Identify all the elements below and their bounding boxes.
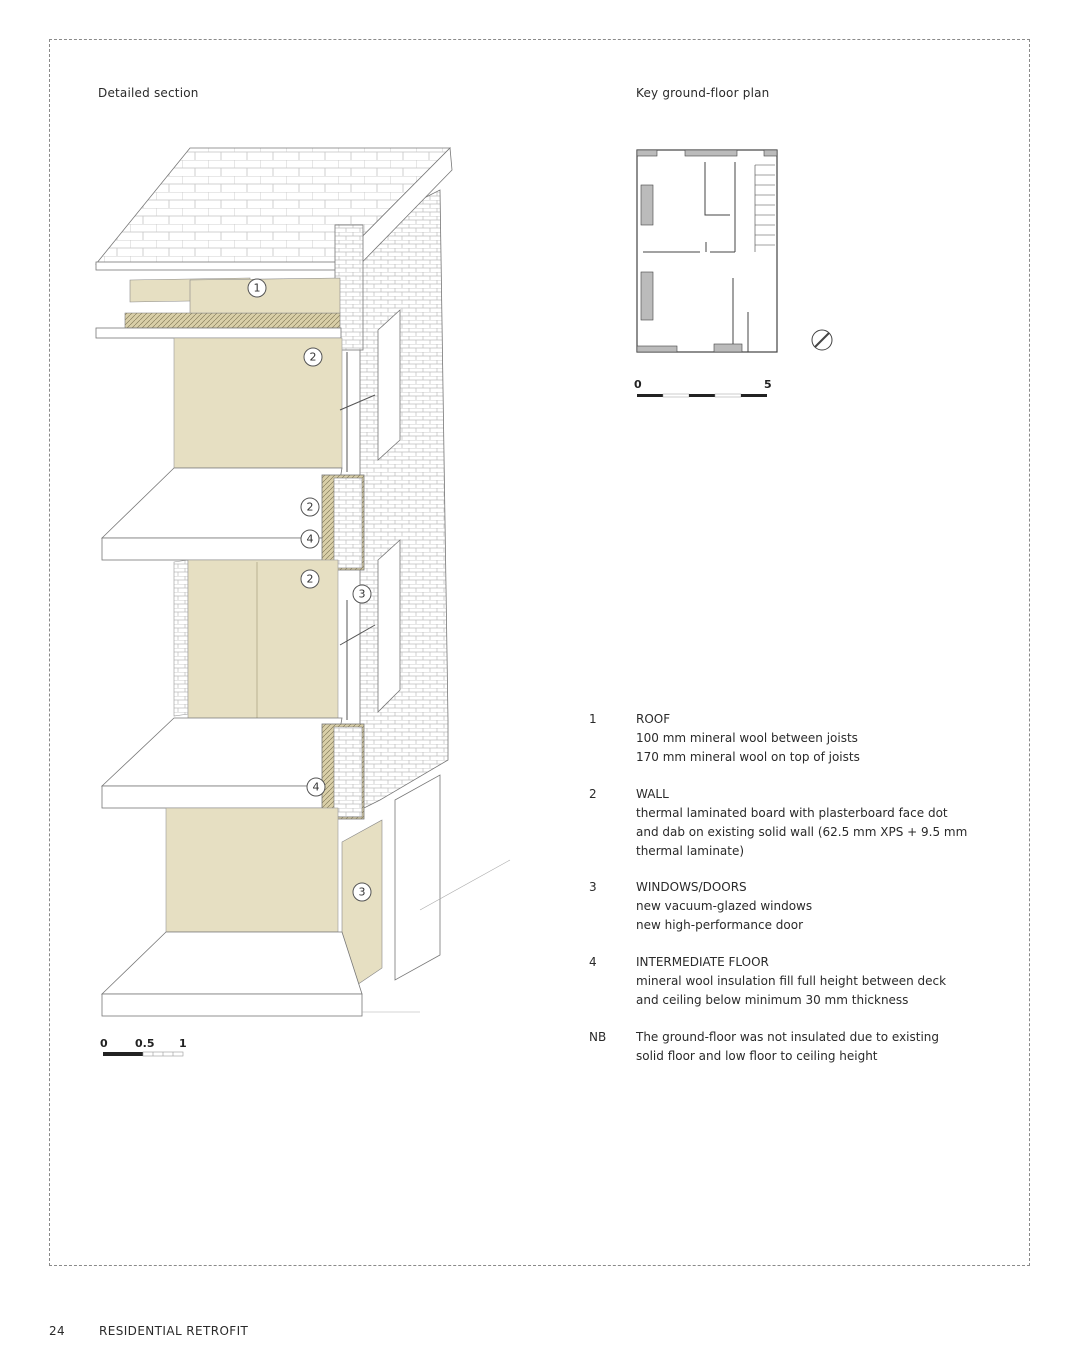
svg-text:4: 4 bbox=[306, 532, 314, 546]
svg-text:1: 1 bbox=[253, 281, 261, 295]
callout-2b bbox=[301, 498, 319, 516]
svg-text:2: 2 bbox=[309, 350, 317, 364]
key-number: 2 bbox=[589, 787, 597, 801]
key-line: thermal laminate) bbox=[636, 844, 745, 858]
ground-floor-plan bbox=[637, 150, 832, 352]
callout-4a bbox=[301, 530, 319, 548]
svg-text:0: 0 bbox=[634, 378, 642, 391]
key-line: mineral wool insulation fill full height between deck bbox=[636, 974, 947, 988]
middle-floor-slab bbox=[102, 718, 364, 819]
callout-1 bbox=[248, 279, 266, 297]
key-line: solid floor and low floor to ceiling height bbox=[636, 1049, 878, 1063]
svg-text:5: 5 bbox=[764, 378, 772, 391]
key-line: and dab on existing solid wall (62.5 mm XPS + 9.5 mm bbox=[636, 825, 968, 839]
svg-text:3: 3 bbox=[358, 587, 366, 601]
plan-scale-bar bbox=[634, 378, 772, 397]
section-scale-bar bbox=[100, 1037, 187, 1056]
svg-text:0: 0 bbox=[100, 1037, 108, 1050]
svg-text:3: 3 bbox=[358, 885, 366, 899]
key-title: WINDOWS/DOORS bbox=[636, 880, 747, 894]
callout-3a bbox=[353, 585, 371, 603]
key-line: 170 mm mineral wool on top of joists bbox=[636, 750, 860, 764]
callout-3b bbox=[353, 883, 371, 901]
callout-2a bbox=[304, 348, 322, 366]
key-note: The ground-floor was not insulated due to existing bbox=[636, 1030, 940, 1044]
svg-text:2: 2 bbox=[306, 572, 314, 586]
key-line: 100 mm mineral wool between joists bbox=[636, 731, 858, 745]
key-line: thermal laminated board with plasterboard face dot bbox=[636, 806, 948, 820]
key-title: INTERMEDIATE FLOOR bbox=[636, 955, 769, 969]
page-number: 24 bbox=[49, 1324, 66, 1338]
callout-2c bbox=[301, 570, 319, 588]
key-line: new high-performance door bbox=[636, 918, 804, 932]
key-number: 4 bbox=[589, 955, 597, 969]
svg-text:2: 2 bbox=[306, 500, 314, 514]
key-number: NB bbox=[589, 1030, 607, 1044]
key-number: 3 bbox=[589, 880, 597, 894]
running-title: RESIDENTIAL RETROFIT bbox=[99, 1324, 249, 1338]
key-title: WALL bbox=[636, 787, 669, 801]
plan-title: Key ground-floor plan bbox=[636, 86, 770, 100]
svg-text:0.5: 0.5 bbox=[135, 1037, 155, 1050]
key-line: and ceiling below minimum 30 mm thickness bbox=[636, 993, 909, 1007]
callout-4b bbox=[307, 778, 325, 796]
upper-floor-slab bbox=[102, 468, 364, 570]
key-title: ROOF bbox=[636, 712, 671, 726]
svg-text:1: 1 bbox=[179, 1037, 187, 1050]
svg-text:4: 4 bbox=[312, 780, 320, 794]
section-title: Detailed section bbox=[98, 86, 199, 100]
key-line: new vacuum-glazed windows bbox=[636, 899, 813, 913]
key-number: 1 bbox=[589, 712, 597, 726]
